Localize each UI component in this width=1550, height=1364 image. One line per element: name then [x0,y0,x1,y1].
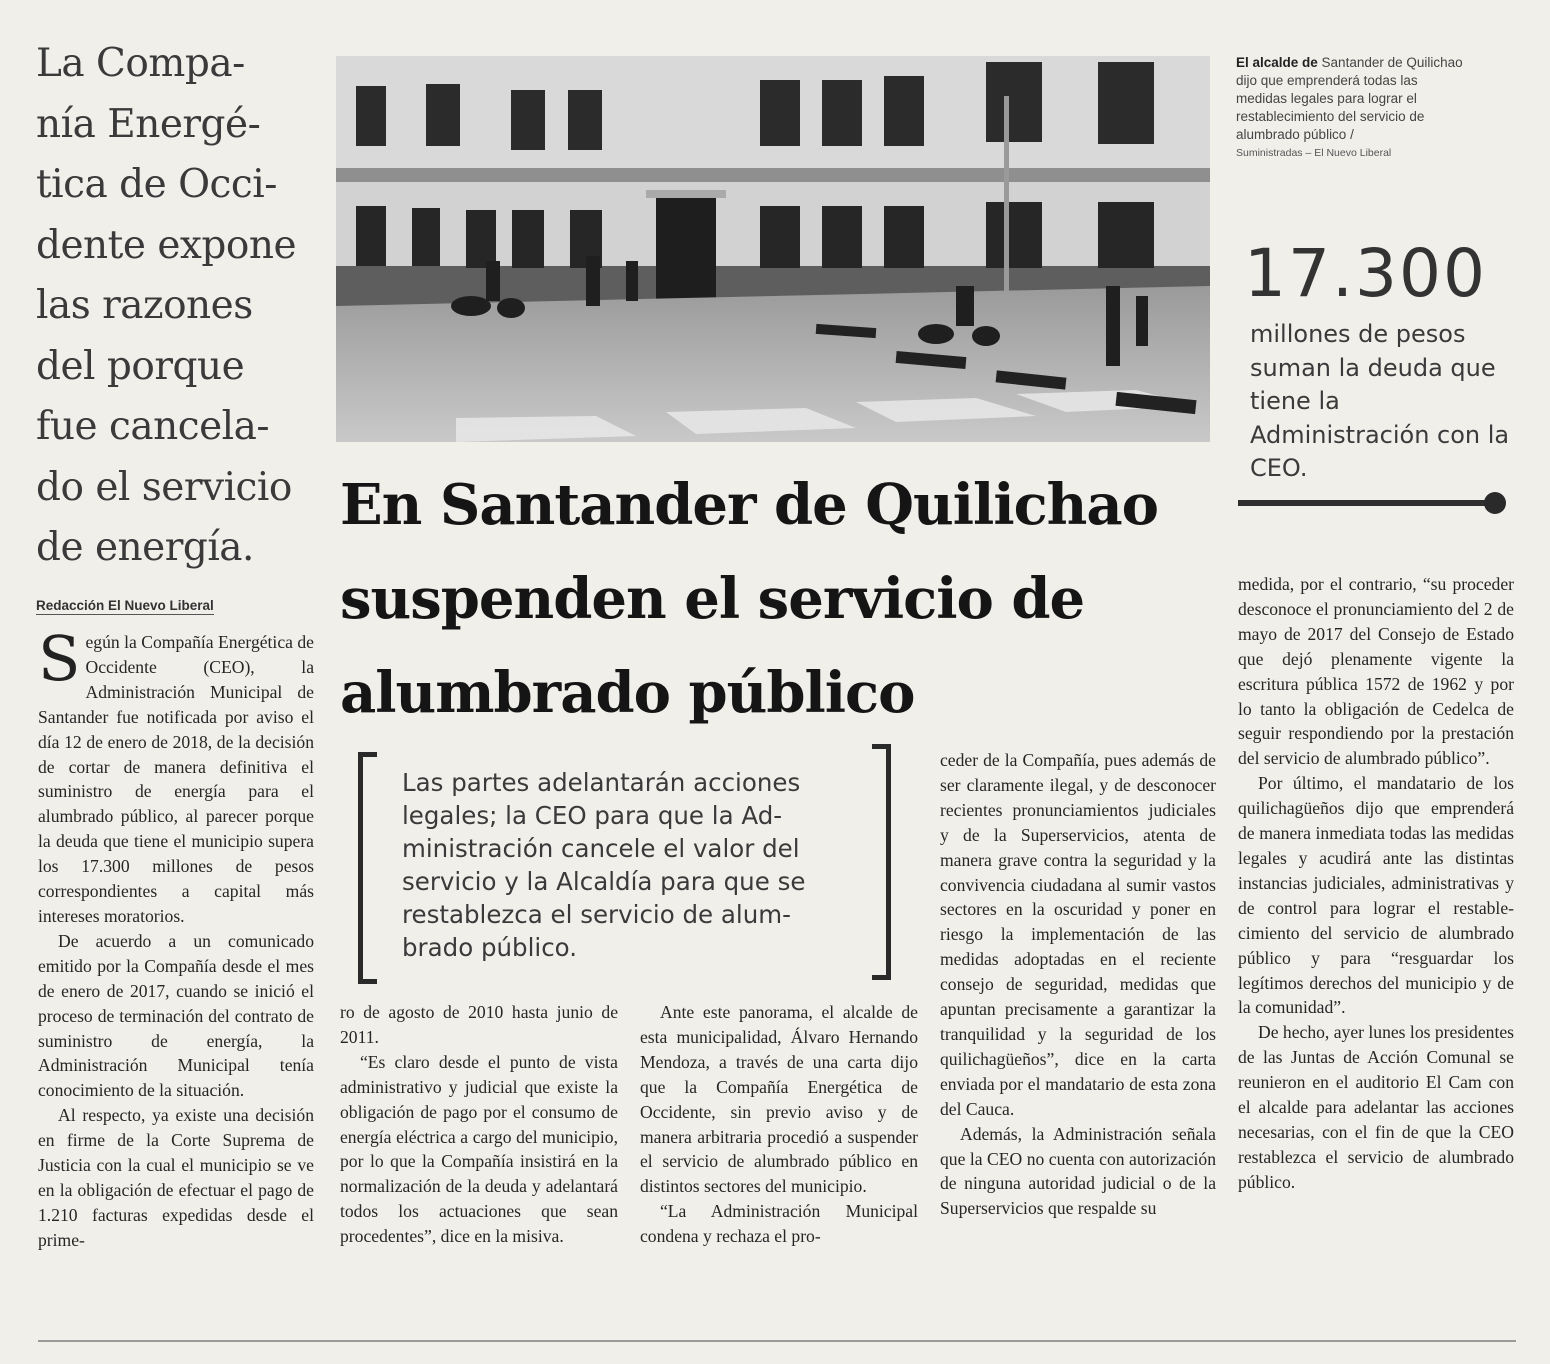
paragraph: ceder de la Compañía, pues además de ser claramente ilegal, y de desconocer recientes pronunciamientos judiciales y de la Superservicios, atenta de manera grave contra la seguridad y la convivencia ciudadana al sumir vastos sectores en la oscuridad y poner en riesgo la implementación de las medidas adoptadas en el reciente consejo de seguridad, medidas que apuntan precisamente a garantizar la tranquilidad y la seguridad de los quilichagüeños”, dice en la carta enviada por el mandatario de esta zona del Cauca. [940,750,1216,1119]
pullquote: Las partes adelantarán acciones legales; la CEO para que la Ad- ministración cancele el valor del servicio y la Alcaldía para que se restablezca el servicio de alum- brado público. [402,768,806,962]
body-column-1 [38,622,314,1253]
byline: Redacción El Nuevo Liberal [36,598,214,613]
drop-cap: S [38,622,81,695]
paragraph: medida, por el contrario, “su proceder desconoce el pronunciamiento del 2 de mayo de 2017 del Consejo de Estado que dejó plenamente vigente la escritura pública 1572 de 1962 y por lo tanto la obligación de Cedelca de seguir respondiendo por la prestación del servicio de alumbrado público”. [1238,574,1514,769]
body-column-5 [1238,572,1514,1195]
body-column-3 [640,1000,918,1249]
paragraph: Según la Compañía Energética de Occidente (CEO), la Administración Municipal de Santander fue notificada por aviso el día 12 de enero de 2018, de la decisión de cortar de manera definitiva el suministro de energía para el alumbrado público, al parecer porque la deuda que tiene el municipio supera los 17.300 millones de pesos correspondientes a capital más intereses moratorios. [38,622,314,926]
pullquote-bracket-right [872,744,891,980]
building-photo [336,56,1210,442]
stat-rule [1238,500,1488,506]
paragraph: Ante este panorama, el alcalde de esta municipalidad, Álvaro Hernando Mendoza, a través de una carta dijo que la Compañía Energética de Occidente, sin previo aviso y de manera arbitraria procedió a suspender el servicio de alumbrado público en distintos sectores del municipio. [640,1002,918,1197]
stat-number: 17.300 [1244,235,1487,312]
paragraph: “La Administración Municipal condena y rechaza el pro- [640,1201,918,1247]
paragraph: ro de agosto de 2010 hasta junio de 2011. [340,1002,618,1047]
stat-text: millones de pesos suman la deuda que tiene la Administración con la CEO. [1250,320,1510,482]
paragraph: De acuerdo a un comunicado emitido por la Compañía desde el mes de enero de 2017, cuando se inició el proceso de terminación del contrato de suministro de energía, la Administración Municipal tenía conocimiento de la situación. [38,930,314,1101]
paragraph: De hecho, ayer lunes los presidentes de las Juntas de Acción Comunal se reunieron en el auditorio El Cam con el alcalde para adelantar las acciones necesarias, con el fin de que la CEO restablezca el servicio de alumbrado público. [1238,1022,1515,1192]
caption-text: Santander de Quilichao dijo que emprenderá todas las medidas legales para lograr el restablecimiento del servicio de alumbrado público / [1236,55,1463,142]
paragraph: Además, la Administración señala que la CEO no cuenta con autorización de ninguna autoridad judicial o de la Superservicios que respalde su [940,1123,1216,1219]
street-scene-image [336,56,1210,442]
article-deck: La Compa- nía Energé- tica de Occi- dente expone las razones del porque fue cancela- do el servicio de energía. [36,41,297,570]
page-bottom-rule [38,1340,1516,1342]
paragraph: Al respecto, ya existe una decisión en firme de la Corte Suprema de Justicia con la cual el municipio se ve en la obligación de efectuar el pago de 1.210 facturas expedidas desde el prime- [38,1105,314,1250]
paragraph: “Es claro desde el punto de vista administrativo y judicial que existe la obligación de pago por el consumo de energía eléctrica a cargo del municipio, por lo que la Compañía insistirá en la normalización de la deuda y adelantará todos los actuaciones que sean procedentes”, dice en la misiva. [340,1051,618,1247]
pullquote-bracket-left [358,752,377,984]
paragraph: Por último, el mandatario de los quilichagüeños dijo que emprenderá de manera inmediata todas las medidas legales y acudirá ante las distintas instancias judiciales, administrativas y de control para lograr el restablecimiento del servicio de alumbrado público y para “resguardar los legítimos derechos del municipio y de la comunidad”. [1238,773,1514,1018]
body-column-2 [340,1000,618,1249]
stat-dot [1484,492,1506,514]
photo-credit: Suministradas – El Nuevo Liberal [1236,147,1392,159]
photo-caption [1236,54,1466,162]
headline: En Santander de Quilichao suspenden el servicio de alumbrado público [340,472,1159,726]
body-column-4 [940,748,1216,1221]
caption-lead: El alcalde de [1236,55,1318,70]
